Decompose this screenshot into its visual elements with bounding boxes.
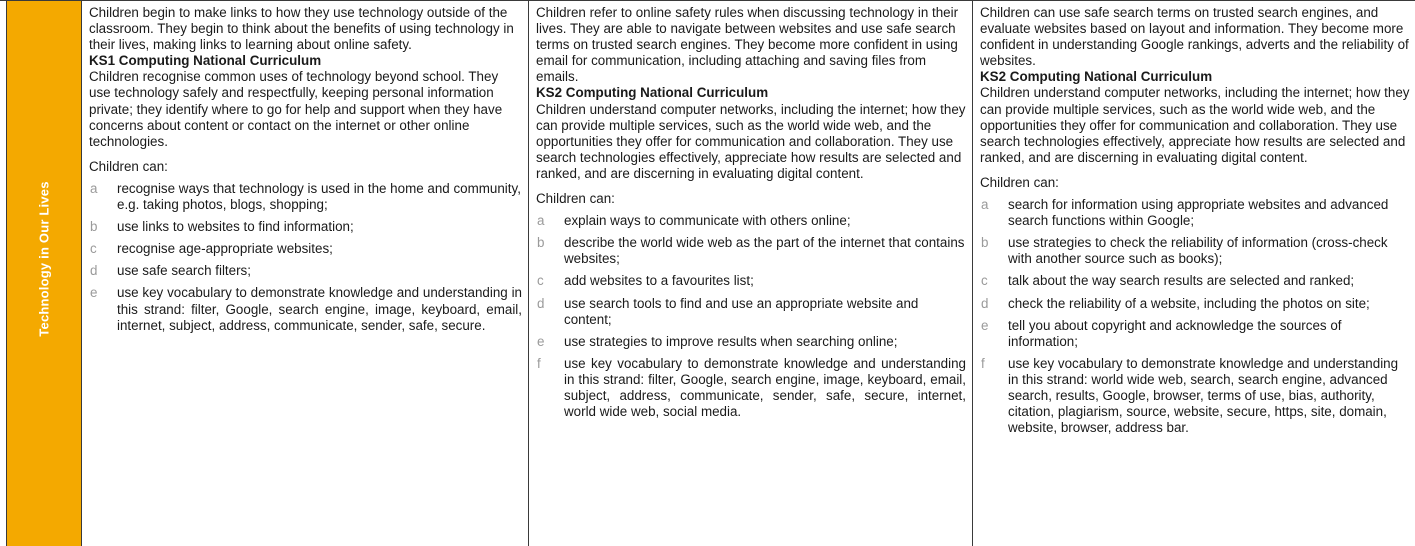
column-1-can-label: Children can: [89,158,168,174]
item-letter: d [537,295,545,311]
column-2-intro: Children refer to online safety rules when discussing technology in their lives. They are able to navigate between websites and use safe search terms on trusted search engines. They become more confident in using email for communication, including attaching and saving files from emails. [536,5,959,85]
item-text: check the reliability of a website, including the photos on site; [1008,295,1370,311]
column-1-list [89,181,522,334]
column-3-list [980,197,1411,436]
item-text: describe the world wide web as the part of the internet that contains websites; [564,235,965,267]
list-item [89,219,522,235]
item-text: use safe search filters; [117,263,251,279]
strand-title: Technology in Our Lives [36,181,52,337]
list-item [980,197,1411,229]
column-1 [82,1,529,546]
column-2-can-label: Children can: [536,191,615,207]
list-item [980,356,1411,436]
item-letter: b [537,235,545,251]
column-1-heading: KS1 Computing National Curriculum [89,53,322,69]
item-letter: c [90,241,97,257]
list-item [980,235,1411,267]
list-item [89,285,522,333]
item-letter: f [537,355,541,371]
column-3-intro: Children can use safe search terms on trusted search engines, and evaluate websites based on layout and information. They become more confident in understanding Google rankings, adverts and the reliability of websites. [980,5,1409,69]
item-letter: e [537,333,545,349]
list-item [89,181,522,213]
column-2 [529,1,973,546]
item-letter: b [981,235,989,251]
item-letter: e [981,317,989,333]
list-item [980,273,1411,289]
item-text: use search tools to find and use an appropriate website and content; [564,295,919,327]
column-1-curriculum: Children recognise common uses of technology beyond school. They use technology safely and respectfully, keeping personal information private; they identify where to go for help and support when they have concerns about content or contact on the internet or other online technologies. [89,69,503,149]
item-text: tell you about copyright and acknowledge the sources of information; [1008,317,1342,349]
list-item [89,263,522,279]
item-text: use strategies to improve results when searching online; [564,333,898,349]
list-item [536,296,966,328]
list-item [536,235,966,267]
item-text: use key vocabulary to demonstrate knowledge and understanding in this strand: filter, Google, search engine, image, keyboard, email, subject, address, communicate, sender, safe, secure, internet, world wide web, social media. [564,355,966,420]
item-text: use links to websites to find information; [117,219,354,235]
item-text: explain ways to communicate with others online; [564,213,851,229]
item-letter: d [981,295,989,311]
item-letter: a [90,180,98,196]
list-item [980,296,1411,312]
column-2-heading: KS2 Computing National Curriculum [536,85,769,101]
item-letter: c [981,273,988,289]
item-letter: a [981,197,989,213]
item-text: talk about the way search results are selected and ranked; [1008,273,1355,289]
list-item [536,334,966,350]
item-text: recognise age-appropriate websites; [117,241,333,257]
item-letter: e [90,285,98,301]
item-text: use strategies to check the reliability of information (cross-check with another source such as books); [1008,235,1388,267]
item-text: recognise ways that technology is used in the home and community, e.g. taking photos, blogs, shopping; [117,180,521,213]
item-letter: f [981,355,985,371]
list-item [980,318,1411,350]
list-item [536,356,966,420]
list-item [536,273,966,289]
column-3 [973,1,1415,546]
column-1-intro: Children begin to make links to how they use technology outside of the classroom. They begin to think about the benefits of using technology in their lives, making links to learning about online safety. [89,5,514,53]
item-letter: b [90,219,98,235]
item-letter: d [90,263,98,279]
item-letter: c [537,273,544,289]
item-text: add websites to a favourites list; [564,273,754,289]
item-text: search for information using appropriate websites and advanced search functions within Google; [1008,197,1389,229]
item-text: use key vocabulary to demonstrate knowledge and understanding in this strand: filter, Google, search engine, image, keyboard, email, internet, subject, address, communicate, sender, safe, secure. [117,285,522,333]
column-2-list [536,213,966,420]
item-letter: a [537,213,545,229]
list-item [536,213,966,229]
column-3-can-label: Children can: [980,174,1059,190]
column-2-curriculum: Children understand computer networks, including the internet; how they can provide multiple services, such as the world wide web, and the opportunities they offer for communication and collaboration. They use search technologies effectively, appreciate how results are selected and ranked, and are discerning in evaluating digital content. [536,101,966,181]
strand-sidebar [6,1,82,546]
column-3-curriculum: Children understand computer networks, including the internet; how they can provide multiple services, such as the world wide web, and the opportunities they offer for communication and collaboration. They use search technologies effectively, appreciate how results are selected and ranked, and are discerning in evaluating digital content. [980,85,1410,165]
column-3-heading: KS2 Computing National Curriculum [980,69,1213,85]
list-item [89,241,522,257]
item-text: use key vocabulary to demonstrate knowledge and understanding in this strand: world wide web, search, search engine, advanced search, results, Google, browser, terms of use, bias, authority, citation, plagiarism, source, website, secure, https, site, domain, website, browser, address bar. [1008,355,1399,436]
